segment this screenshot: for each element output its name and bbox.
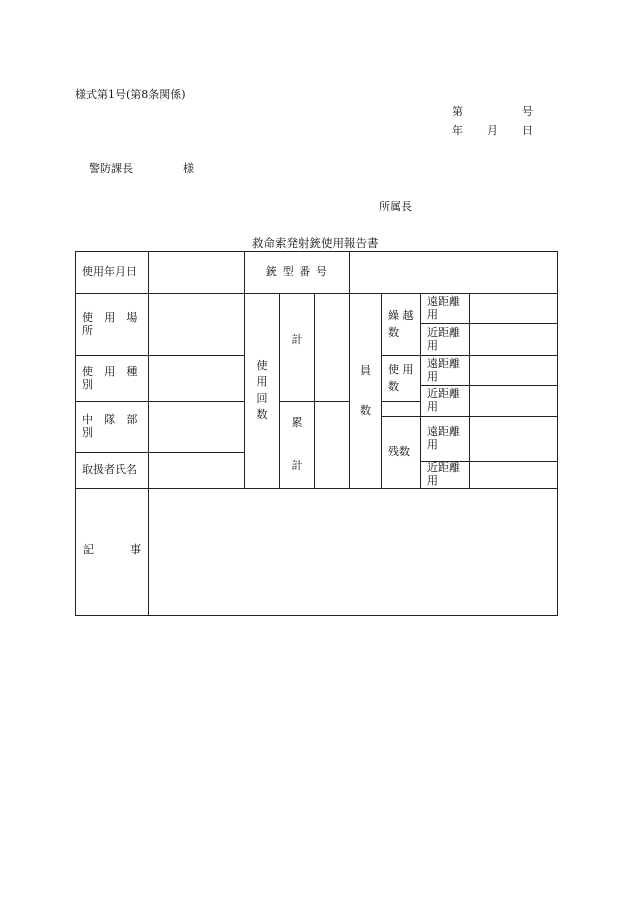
date-year: 年	[452, 124, 463, 137]
carryover-far-value[interactable]	[470, 294, 558, 324]
use-place-value[interactable]	[149, 294, 245, 356]
remaining-label: 残数	[382, 417, 421, 489]
gun-model-value[interactable]	[350, 252, 558, 294]
date-day: 日	[522, 124, 533, 137]
used-near-label: 近距離 用	[421, 386, 470, 417]
handler-value[interactable]	[149, 452, 245, 488]
addressee-honorific: 様	[183, 162, 194, 175]
used-far-value[interactable]	[470, 356, 558, 386]
document-number-prefix: 第	[452, 105, 463, 118]
document-title: 救命索発射銃使用報告書	[252, 236, 379, 250]
addressee: 警防課長	[89, 162, 133, 175]
remaining-far-value[interactable]	[470, 417, 558, 462]
remaining-far-label: 遠距離 用	[421, 417, 470, 462]
squad-label: 中 隊 部 別	[76, 402, 149, 453]
total-value[interactable]	[315, 294, 350, 402]
sender: 所属長	[379, 200, 412, 213]
used-label: 使 用 数	[382, 356, 421, 402]
used-far-label: 遠距離 用	[421, 356, 470, 386]
use-date-value[interactable]	[149, 252, 245, 294]
remaining-near-label: 近距離 用	[421, 461, 470, 488]
carryover-label: 繰 越 数	[382, 294, 421, 356]
gun-model-label: 銃 型 番 号	[245, 252, 350, 294]
carryover-far-label: 遠距離 用	[421, 294, 470, 324]
use-type-label: 使 用 種 別	[76, 356, 149, 402]
used-near-value[interactable]	[470, 386, 558, 417]
use-count-label: 使 用 回 数	[245, 294, 280, 489]
use-type-value[interactable]	[149, 356, 245, 402]
remarks-label: 記 事	[76, 488, 149, 615]
remaining-near-value[interactable]	[470, 461, 558, 488]
cumulative-label: 累 計	[280, 402, 315, 489]
remarks-value[interactable]	[149, 488, 558, 615]
cumulative-value[interactable]	[315, 402, 350, 489]
handler-label: 取扱者氏名	[76, 452, 149, 488]
date-month: 月	[487, 124, 498, 137]
squad-value[interactable]	[149, 402, 245, 453]
total-label: 計	[280, 294, 315, 402]
use-place-label: 使 用 場 所	[76, 294, 149, 356]
document-number-suffix: 号	[522, 105, 533, 118]
use-date-label: 使用年月日	[76, 252, 149, 294]
carryover-near-value[interactable]	[470, 324, 558, 356]
rounds-label: 員 数	[350, 294, 382, 489]
report-table	[75, 251, 558, 616]
form-number-label: 様式第1号(第8条関係)	[75, 88, 186, 101]
carryover-near-label: 近距離 用	[421, 324, 470, 356]
